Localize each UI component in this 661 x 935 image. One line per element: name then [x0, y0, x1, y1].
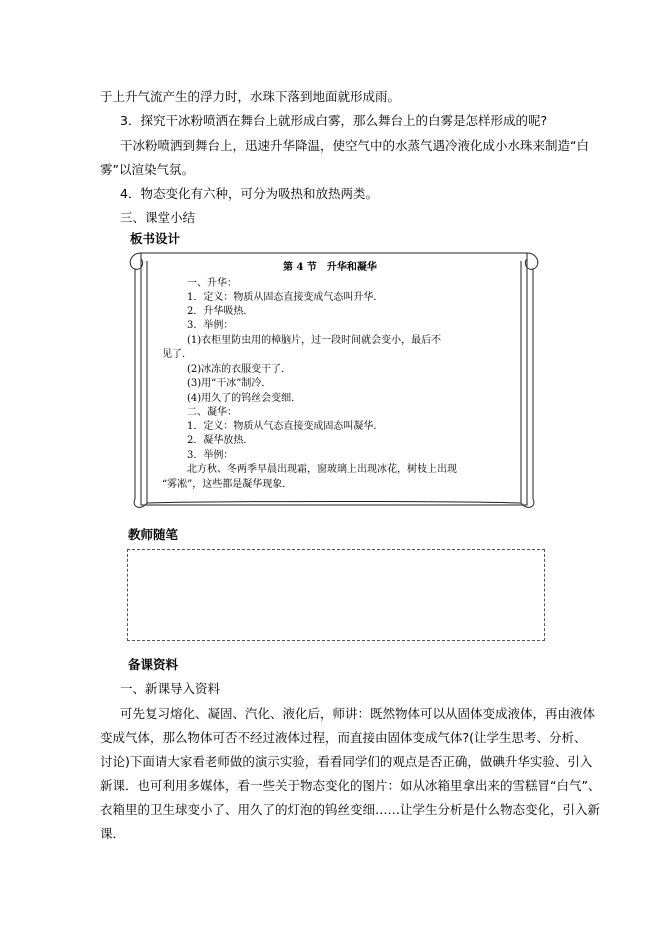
board-line: 2．升华吸热． — [187, 306, 254, 317]
board-line: 见了． — [162, 349, 192, 360]
board-title: 第 4 节 升华和凝华 — [283, 262, 377, 273]
board-line: “雾凇”，这些都是凝华现象． — [162, 479, 293, 490]
board-design-heading: 板书设计 — [130, 231, 181, 246]
board-line: (2)冰冻的衣服变干了． — [187, 364, 292, 375]
board-line: 1．定义：物质从固态直接变成气态叫升华． — [187, 292, 384, 303]
board-line: 二、凝华： — [187, 407, 237, 418]
teacher-notes-box[interactable] — [127, 549, 545, 641]
blackboard-scroll — [125, 249, 543, 511]
prep-paragraph-line: 课． — [100, 826, 126, 841]
question-3: 3．探究干冰粉喷洒在舞台上就形成白雾，那么舞台上的白雾是怎样形成的呢? — [120, 113, 548, 128]
prep-paragraph-line: 可先复习熔化、凝固、汽化、液化后，师讲：既然物体可以从固体变成液体，再由液体 — [120, 706, 596, 721]
board-line: 2．凝华放热． — [187, 435, 254, 446]
answer-3-line-2: 雾”以渲染气氛。 — [100, 162, 194, 177]
board-line: 3．举例： — [187, 450, 234, 461]
prep-paragraph-line: 新课．也可利用多媒体，看一些关于物态变化的图片：如从冰箱里拿出来的雪糕冒“白气”、 — [100, 778, 601, 793]
prep-paragraph-line: 讨论)下面请大家看老师做的演示实验，看看同学们的观点是否正确，做碘升华实验、引入 — [100, 754, 593, 769]
prep-paragraph-line: 衣箱里的卫生球变小了、用久了的灯泡的钨丝变细……让学生分析是什么物态变化，引入新 — [100, 802, 601, 817]
board-line: 一、升华： — [187, 278, 237, 289]
board-line: (4)用久了的钨丝会变细． — [187, 393, 302, 404]
section-summary-heading: 三、课堂小结 — [120, 210, 196, 225]
board-line: 1．定义：物质从气态直接变成固态叫凝华． — [187, 421, 384, 432]
board-line: 北方秋、冬两季早晨出现霜，窗玻璃上出现冰花，树枝上出现 — [187, 464, 457, 475]
point-4: 4．物态变化有六种，可分为吸热和放热两类。 — [120, 186, 378, 201]
paragraph-continuation: 于上升气流产生的浮力时，水珠下落到地面就形成雨。 — [100, 89, 401, 104]
board-line: (1)衣柜里防虫用的樟脑片，过一段时间就会变小，最后不 — [187, 335, 442, 346]
teacher-notes-heading: 教师随笔 — [128, 527, 179, 542]
prep-subheading: 一、新课导入资料 — [120, 681, 221, 696]
board-line: 3．举例： — [187, 320, 234, 331]
prep-paragraph-line: 变成气体，那么物体可否不经过液体过程，而直接由固体变成气体?(让学生思考、分析、 — [100, 730, 587, 745]
board-line: (3)用“干冰”制冷． — [187, 378, 272, 389]
prep-materials-heading: 备课资料 — [128, 657, 179, 672]
answer-3-line-1: 干冰粉喷洒到舞台上，迅速升华降温，使空气中的水蒸气遇冷液化成小水珠来制造“白 — [120, 138, 589, 153]
